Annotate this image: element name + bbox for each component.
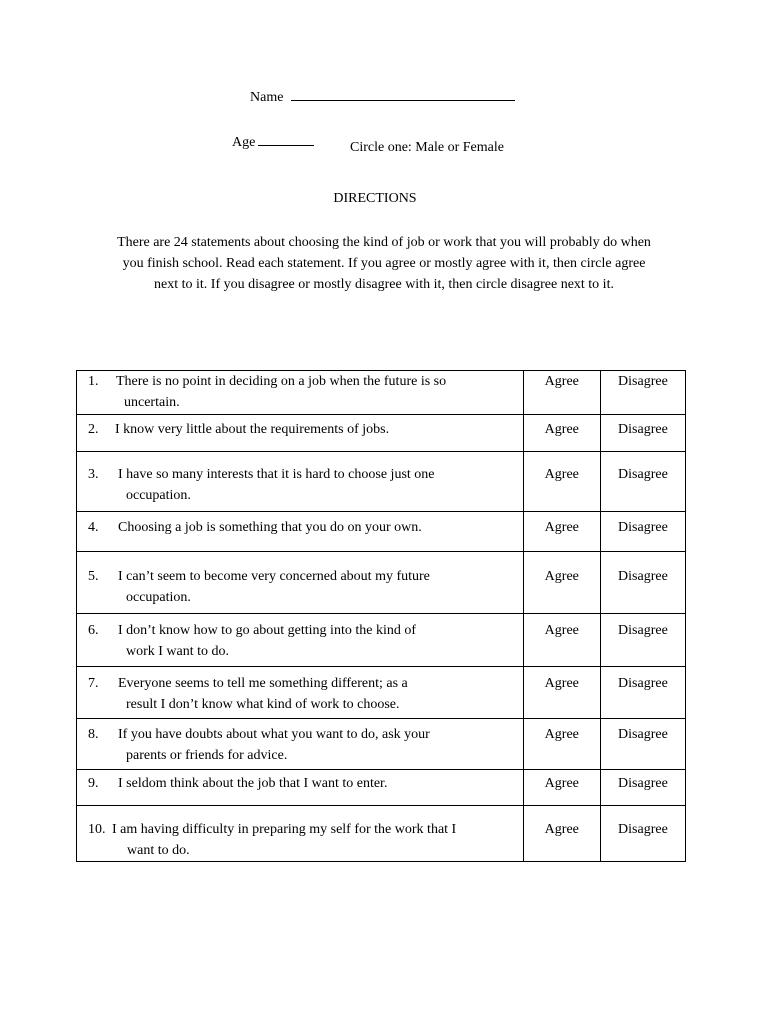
- statement-number: 8.: [88, 727, 99, 742]
- statement-number: 10.: [88, 822, 106, 837]
- agree-option[interactable]: [523, 719, 600, 770]
- statement-cell: [77, 452, 524, 512]
- agree-option[interactable]: [523, 415, 600, 452]
- agree-label: Agree: [544, 623, 579, 638]
- statement-number: 1.: [88, 374, 99, 389]
- statement-text: I seldom think about the job that I want to enter.: [118, 776, 388, 791]
- table-row: [77, 512, 686, 552]
- statement-text: I don’t know how to go about getting into the kind of: [118, 623, 416, 638]
- table-row: [77, 667, 686, 719]
- age-blank-line[interactable]: [258, 145, 314, 146]
- statement-cell: [77, 770, 524, 806]
- agree-label: Agree: [544, 822, 579, 837]
- age-label: Age: [232, 135, 256, 150]
- disagree-option[interactable]: [600, 614, 685, 667]
- statement-number: 5.: [88, 569, 99, 584]
- statement-text-continued: uncertain.: [124, 395, 180, 410]
- agree-label: Agree: [544, 569, 579, 584]
- disagree-label: Disagree: [618, 623, 668, 638]
- gender-prompt: Circle one: Male or Female: [350, 140, 504, 155]
- survey-table: [76, 370, 686, 862]
- table-row: [77, 415, 686, 452]
- agree-option[interactable]: [523, 614, 600, 667]
- table-row: [77, 719, 686, 770]
- statement-text: If you have doubts about what you want to do, ask your: [118, 727, 430, 742]
- statement-cell: [77, 614, 524, 667]
- statement-number: 7.: [88, 676, 99, 691]
- directions-title: DIRECTIONS: [333, 191, 417, 206]
- name-field-row: [250, 90, 515, 106]
- statement-cell: [77, 512, 524, 552]
- statement-number: 6.: [88, 623, 99, 638]
- disagree-label: Disagree: [618, 422, 668, 437]
- statement-number: 4.: [88, 520, 99, 535]
- statement-text-continued: occupation.: [126, 488, 191, 503]
- table-row: [77, 770, 686, 806]
- statement-text-continued: result I don’t know what kind of work to choose.: [126, 697, 400, 712]
- table-row: [77, 806, 686, 862]
- disagree-option[interactable]: [600, 371, 685, 415]
- agree-option[interactable]: [523, 770, 600, 806]
- statement-number: 2.: [88, 422, 99, 437]
- statement-cell: [77, 371, 524, 415]
- agree-label: Agree: [544, 467, 579, 482]
- disagree-label: Disagree: [618, 569, 668, 584]
- disagree-option[interactable]: [600, 512, 685, 552]
- statement-text: Everyone seems to tell me something different; as a: [118, 676, 408, 691]
- disagree-option[interactable]: [600, 667, 685, 719]
- disagree-label: Disagree: [618, 676, 668, 691]
- agree-option[interactable]: [523, 806, 600, 862]
- statement-text: I have so many interests that it is hard to choose just one: [118, 467, 435, 482]
- statement-text: There is no point in deciding on a job when the future is so: [116, 374, 447, 389]
- statement-text: Choosing a job is something that you do on your own.: [118, 520, 422, 535]
- disagree-option[interactable]: [600, 415, 685, 452]
- table-row: [77, 371, 686, 415]
- statement-cell: [77, 667, 524, 719]
- statement-cell: [77, 552, 524, 614]
- directions-text: There are 24 statements about choosing the kind of job or work that you will probably do when you finish school. Read each statement. If you agree or mostly agree with it, then circle agree next to it. If you disagree or mostly disagree with it, then circle disagree next to it.: [117, 235, 651, 292]
- statement-text: I can’t seem to become very concerned about my future: [118, 569, 430, 584]
- disagree-label: Disagree: [618, 520, 668, 535]
- table-row: [77, 452, 686, 512]
- agree-label: Agree: [544, 374, 579, 389]
- disagree-label: Disagree: [618, 776, 668, 791]
- disagree-option[interactable]: [600, 452, 685, 512]
- agree-label: Agree: [544, 676, 579, 691]
- statement-number: 9.: [88, 776, 99, 791]
- statement-text-continued: occupation.: [126, 590, 191, 605]
- statement-cell: [77, 806, 524, 862]
- agree-label: Agree: [544, 422, 579, 437]
- statement-number: 3.: [88, 467, 99, 482]
- agree-label: Agree: [544, 520, 579, 535]
- disagree-label: Disagree: [618, 467, 668, 482]
- statement-cell: [77, 415, 524, 452]
- statement-cell: [77, 719, 524, 770]
- statement-text-continued: parents or friends for advice.: [126, 748, 288, 763]
- agree-option[interactable]: [523, 452, 600, 512]
- disagree-label: Disagree: [618, 374, 668, 389]
- disagree-option[interactable]: [600, 806, 685, 862]
- disagree-option[interactable]: [600, 552, 685, 614]
- disagree-label: Disagree: [618, 822, 668, 837]
- table-row: [77, 552, 686, 614]
- agree-option[interactable]: [523, 552, 600, 614]
- statement-text: I am having difficulty in preparing my self for the work that I: [112, 822, 457, 837]
- disagree-option[interactable]: [600, 770, 685, 806]
- disagree-option[interactable]: [600, 719, 685, 770]
- name-blank-line[interactable]: [291, 100, 515, 101]
- agree-label: Agree: [544, 727, 579, 742]
- name-label: Name: [250, 90, 284, 105]
- agree-option[interactable]: [523, 667, 600, 719]
- age-field-row: [232, 135, 314, 151]
- disagree-label: Disagree: [618, 727, 668, 742]
- agree-label: Agree: [544, 776, 579, 791]
- agree-option[interactable]: [523, 371, 600, 415]
- statement-text-continued: want to do.: [127, 843, 190, 858]
- table-row: [77, 614, 686, 667]
- statement-text: I know very little about the requirements of jobs.: [115, 422, 390, 437]
- agree-option[interactable]: [523, 512, 600, 552]
- statement-text-continued: work I want to do.: [126, 644, 230, 659]
